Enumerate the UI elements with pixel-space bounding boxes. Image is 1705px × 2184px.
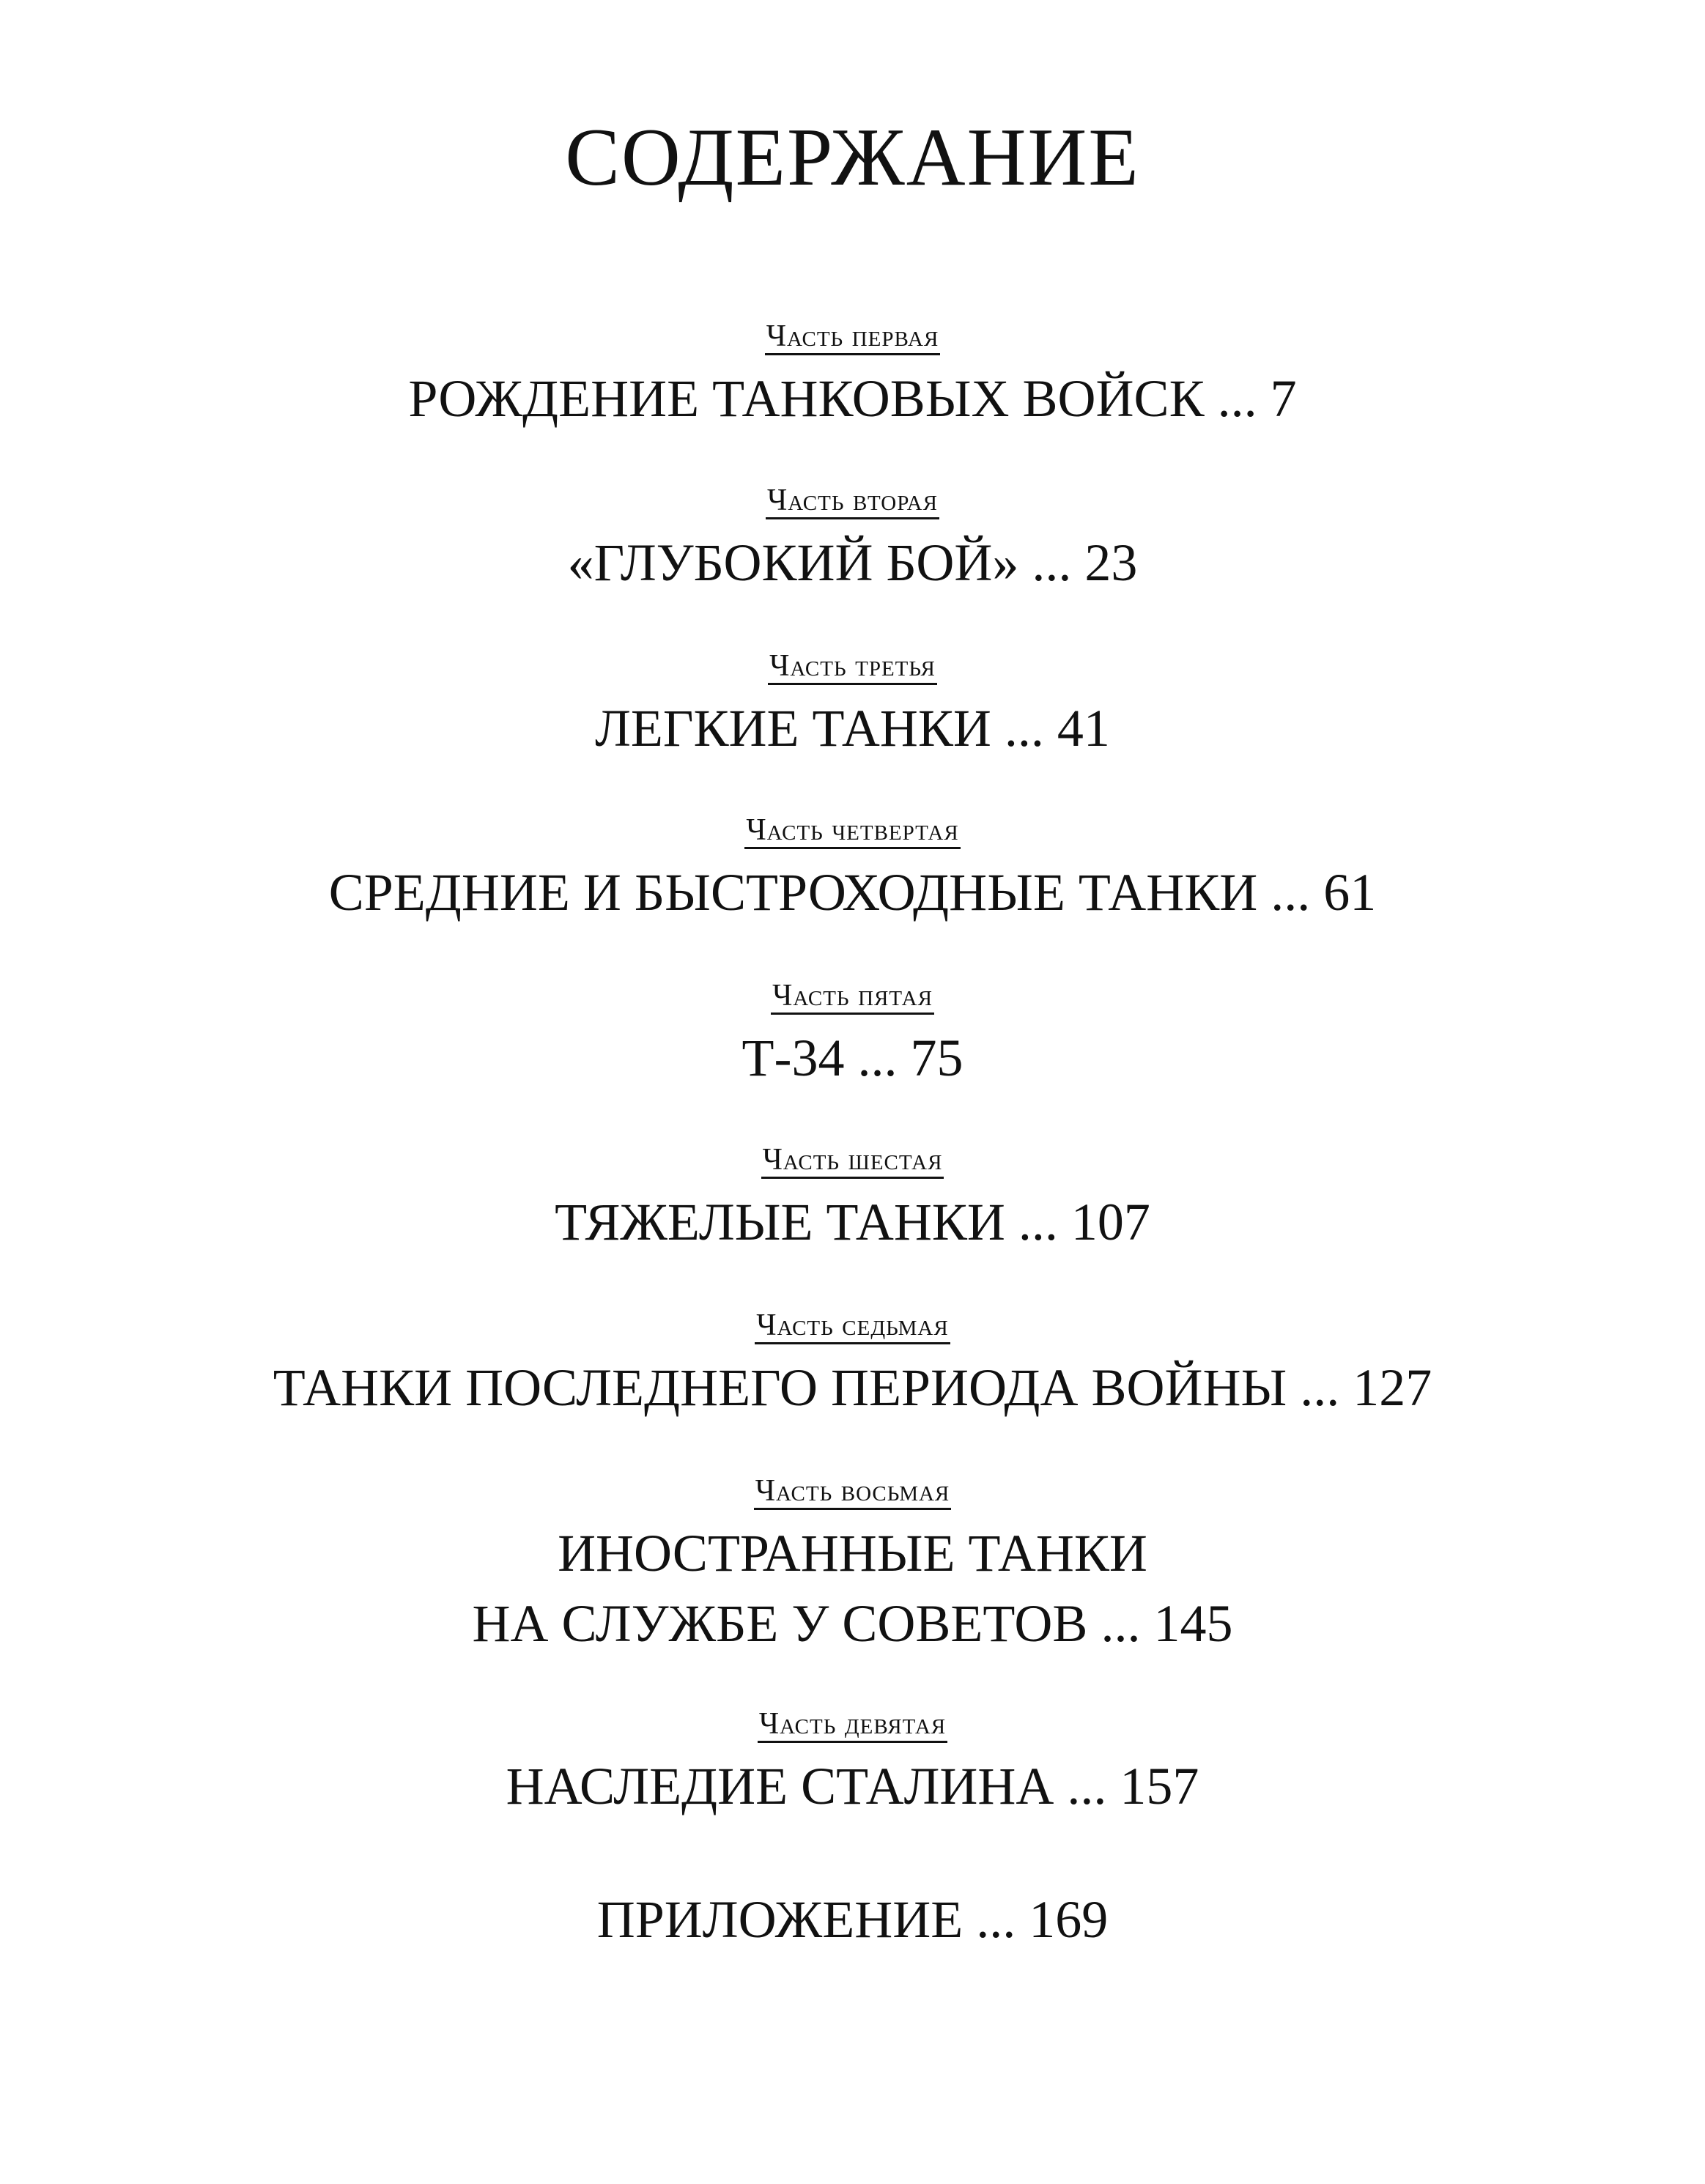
appendix-entry[interactable]: ПРИЛОЖЕНИЕ ... 169 (596, 1890, 1109, 1949)
part-6-label-text: Часть шестая (761, 1143, 944, 1179)
part-9-label-text: Часть девятая (758, 1707, 947, 1743)
part-7-label-text: Часть седьмая (755, 1308, 950, 1344)
part-4-label-text: Часть четвертая (744, 813, 960, 849)
part-4-title[interactable]: СРЕДНИЕ И БЫСТРОХОДНЫЕ ТАНКИ ... 61 (328, 863, 1377, 922)
part-8-title-line-1[interactable]: ИНОСТРАННЫЕ ТАНКИ (558, 1524, 1147, 1583)
part-2-title[interactable]: «ГЛУБОКИЙ БОЙ» ... 23 (567, 533, 1138, 592)
part-7-label (0, 1308, 1705, 1347)
part-7-title[interactable]: ТАНКИ ПОСЛЕДНЕГО ПЕРИОДА ВОЙНЫ ... 127 (273, 1358, 1432, 1417)
part-5-title[interactable]: Т-34 ... 75 (741, 1029, 964, 1087)
part-9-title[interactable]: НАСЛЕДИЕ СТАЛИНА ... 157 (506, 1757, 1199, 1815)
part-9-label (0, 1707, 1705, 1745)
part-2-label (0, 484, 1705, 522)
part-3-label (0, 649, 1705, 687)
part-6-title[interactable]: ТЯЖЕЛЫЕ ТАНКИ ... 107 (555, 1193, 1150, 1251)
part-4-label (0, 813, 1705, 851)
part-5-label (0, 979, 1705, 1017)
part-3-label-text: Часть третья (768, 649, 937, 685)
page-title: СОДЕРЖАНИЕ (565, 112, 1140, 203)
part-8-title-line-2[interactable]: НА СЛУЖБЕ У СОВЕТОВ ... 145 (472, 1594, 1233, 1653)
part-1-label-text: Часть первая (765, 319, 941, 355)
part-8-label-text: Часть восьмая (754, 1474, 952, 1510)
part-3-title[interactable]: ЛЕГКИЕ ТАНКИ ... 41 (595, 699, 1110, 758)
part-6-label (0, 1143, 1705, 1181)
part-1-title[interactable]: РОЖДЕНИЕ ТАНКОВЫХ ВОЙСК ... 7 (408, 369, 1297, 428)
part-8-label (0, 1474, 1705, 1512)
part-1-label (0, 319, 1705, 358)
part-2-label-text: Часть вторая (766, 484, 939, 519)
part-5-label-text: Часть пятая (771, 979, 934, 1015)
